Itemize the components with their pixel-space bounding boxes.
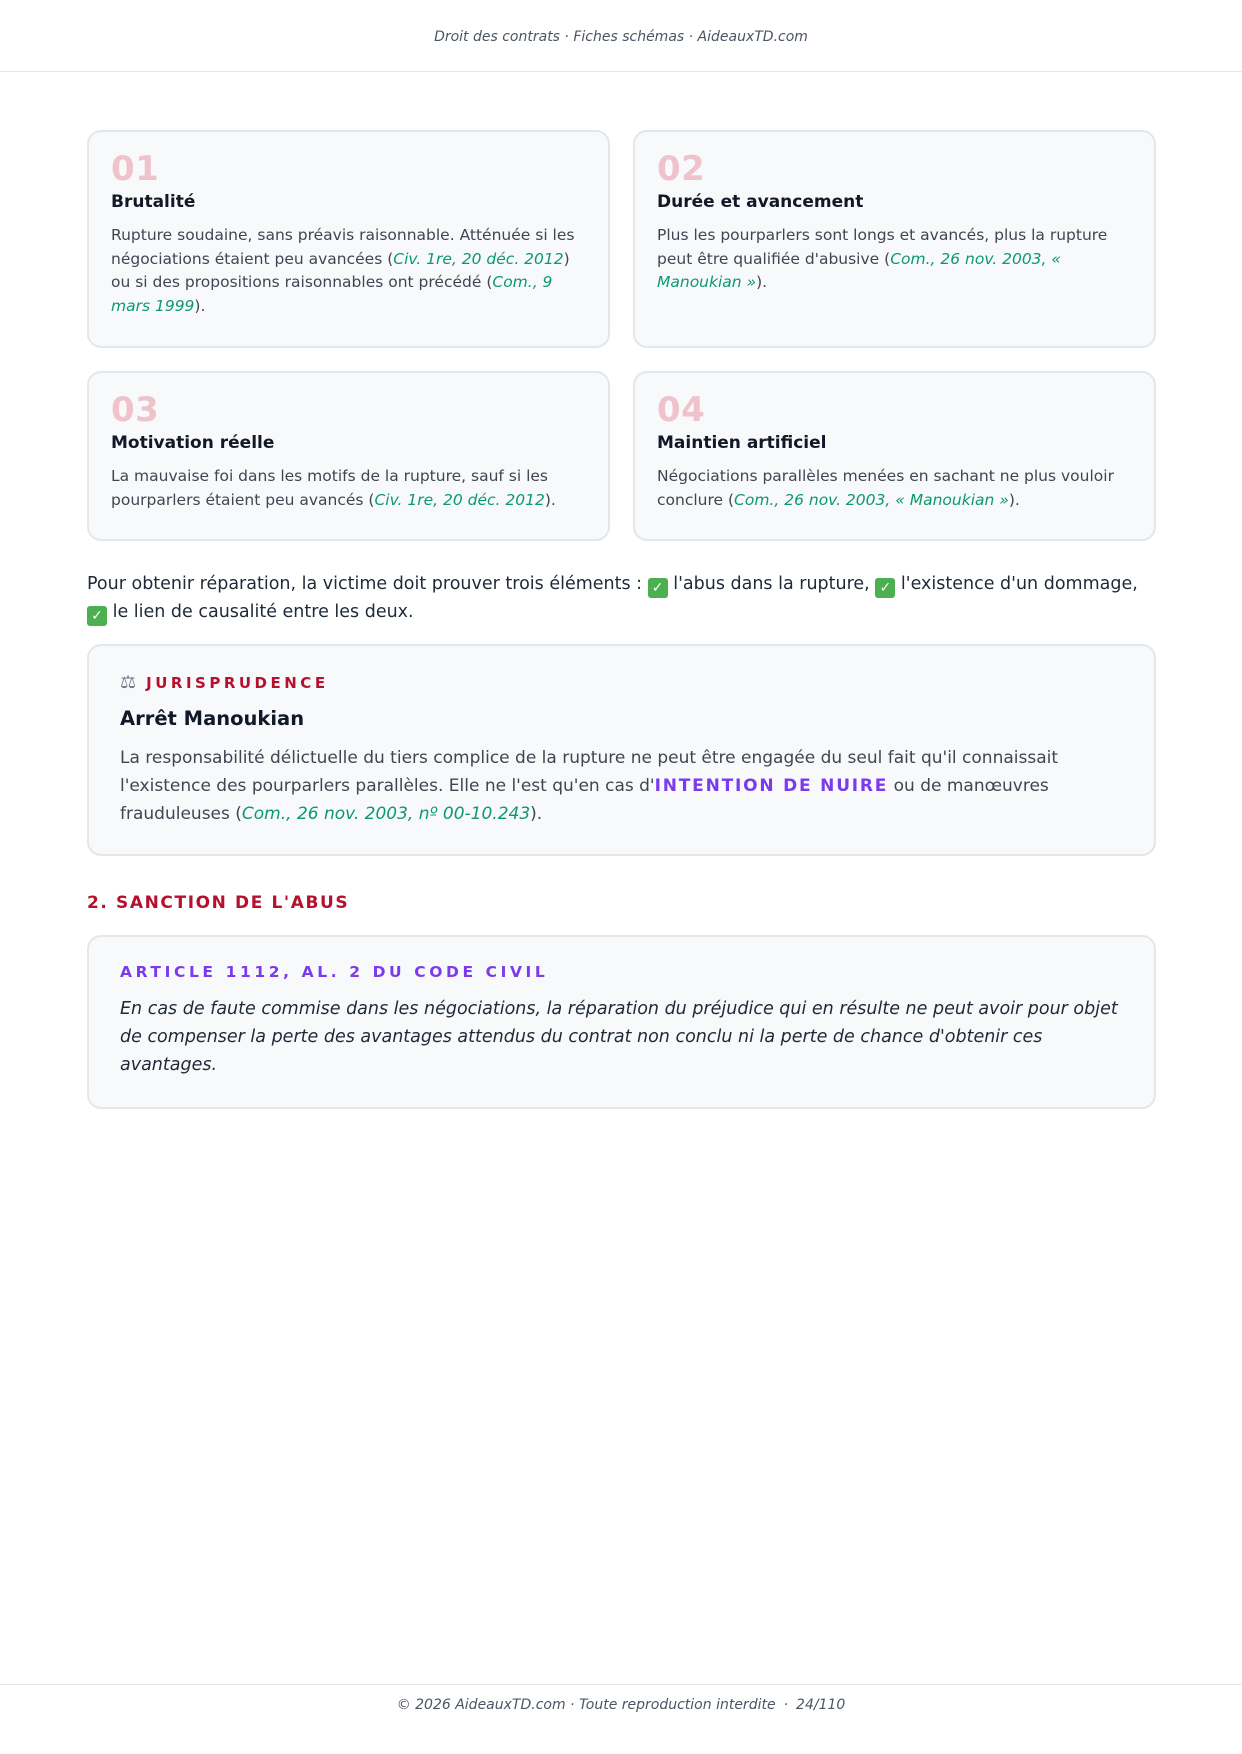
- section-heading: 2. SANCTION DE L'ABUS: [87, 893, 350, 913]
- check-icon: ✓: [87, 606, 107, 626]
- case-reference: Com., 26 nov. 2003, « Manoukian »: [657, 249, 1061, 291]
- jurisprudence-callout: [87, 644, 1156, 856]
- card-number: 04: [657, 390, 706, 430]
- page-number: 24/110: [796, 1697, 846, 1713]
- card-text: Négociations parallèles menées en sachant ne plus vouloir conclure (Com., 26 nov. 2003, « Manoukian »).: [657, 467, 1114, 509]
- card-text: Rupture soudaine, sans préavis raisonnable. Atténuée si les négociations étaient peu avancées (Civ. 1re, 20 déc. 2012) ou si des propositions raisonnables ont précédé (Com., 9 mars 1999).: [111, 226, 575, 315]
- card-title: Brutalité: [111, 192, 196, 212]
- footer-copyright: © 2026 AideauxTD.com · Toute reproduction interdite: [396, 1697, 776, 1713]
- case-reference: Com., 26 nov. 2003, « Manoukian »: [734, 490, 1009, 509]
- criterion-card-04: [633, 371, 1156, 541]
- running-header: [0, 0, 1242, 72]
- case-reference: Civ. 1re, 20 déc. 2012: [374, 490, 545, 509]
- check-icon: ✓: [875, 578, 895, 598]
- criteria-grid: [87, 130, 1156, 541]
- article-tag: ARTICLE 1112, AL. 2 DU CODE CIVIL: [120, 963, 549, 981]
- case-reference: Civ. 1re, 20 déc. 2012: [393, 249, 564, 268]
- case-reference: Com., 26 nov. 2003, nº 00-10.243: [241, 804, 531, 824]
- card-text: Plus les pourparlers sont longs et avancés, plus la rupture peut être qualifiée d'abusive (Com., 26 nov. 2003, « Manoukian »).: [657, 226, 1108, 291]
- jurisprudence-tag: ⚖ JURISPRUDENCE: [120, 672, 329, 693]
- card-number: 01: [111, 149, 160, 189]
- case-reference: Com., 9 mars 1999: [111, 273, 553, 315]
- running-footer: [0, 1684, 1242, 1754]
- emphasis-text: INTENTION DE NUIRE: [654, 776, 889, 796]
- criterion-card-03: [87, 371, 610, 541]
- footer-separator: ·: [783, 1697, 789, 1713]
- card-title: Motivation réelle: [111, 433, 275, 453]
- criterion-card-02: [633, 130, 1156, 348]
- callout-text: La responsabilité délictuelle du tiers complice de la rupture ne peut être engagée du seul fait qu'il connaissait l'existence des pourparlers parallèles. Elle ne l'est qu'en cas d'INTENTION DE NUIRE ou de manœuvres frauduleuses (Com., 26 nov. 2003, nº 00-10.243).: [120, 748, 1059, 824]
- card-title: Durée et avancement: [657, 192, 864, 212]
- card-title: Maintien artificiel: [657, 433, 827, 453]
- page-content: [87, 130, 1156, 1109]
- criterion-card-01: [87, 130, 610, 348]
- card-number: 03: [111, 390, 160, 430]
- article-quote: En cas de faute commise dans les négociations, la réparation du préjudice qui en résulte ne peut avoir pour objet de compenser la perte des avantages attendus du contrat non conclu ni la perte de chance d'obtenir ces avantages.: [120, 999, 1118, 1075]
- card-number: 02: [657, 149, 706, 189]
- running-title: Droit des contrats · Fiches schémas · AideauxTD.com: [434, 28, 808, 45]
- callout-title: Arrêt Manoukian: [120, 707, 305, 730]
- scale-icon: ⚖: [120, 672, 137, 693]
- check-icon: ✓: [648, 578, 668, 598]
- article-callout: [87, 935, 1156, 1109]
- card-text: La mauvaise foi dans les motifs de la rupture, sauf si les pourparlers étaient peu avancés (Civ. 1re, 20 déc. 2012).: [111, 467, 556, 509]
- intro-paragraph: Pour obtenir réparation, la victime doit prouver trois éléments : ✓ l'abus dans la rupture, ✓ l'existence d'un dommage, ✓ le lien de causalité entre les deux.: [87, 574, 1138, 624]
